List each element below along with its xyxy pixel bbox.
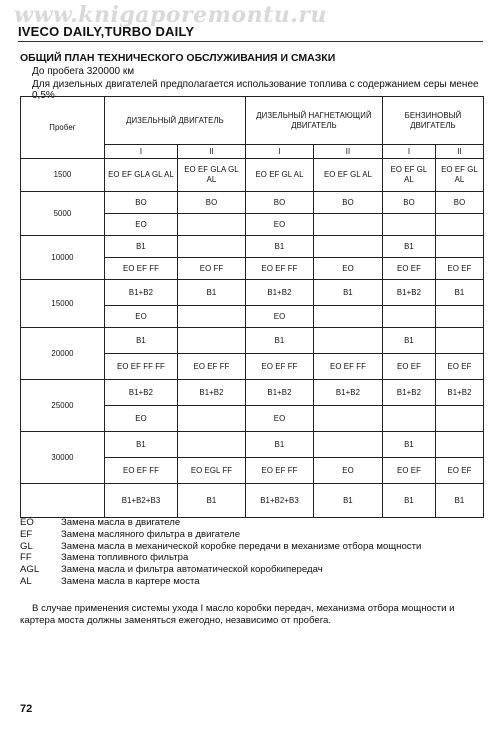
subtitle-mileage: До пробега 320000 км bbox=[32, 66, 135, 77]
table-cell bbox=[178, 328, 246, 354]
table-cell: EO bbox=[246, 406, 314, 432]
legend-code: EO bbox=[20, 517, 34, 528]
maintenance-table bbox=[20, 96, 484, 518]
table-cell bbox=[383, 214, 436, 236]
table-cell: B1+B2 bbox=[314, 380, 383, 406]
table-cell: B1+B2 bbox=[105, 380, 178, 406]
table-cell: EO EF GL AL bbox=[246, 159, 314, 192]
table-cell: EO EF FF bbox=[105, 458, 178, 484]
header-sub: II bbox=[314, 145, 383, 159]
table-cell: EO EF bbox=[436, 258, 484, 280]
legend-item bbox=[20, 552, 421, 564]
table-row bbox=[21, 159, 484, 192]
table-cell: B1+B2+B3 bbox=[105, 484, 178, 518]
table-cell bbox=[383, 406, 436, 432]
table-cell: EO EF GL AL bbox=[436, 159, 484, 192]
legend-item bbox=[20, 576, 421, 588]
table-cell: B1+B2+B3 bbox=[246, 484, 314, 518]
table-cell: B1+B2 bbox=[246, 380, 314, 406]
table-cell: EO EF GLA GL AL bbox=[105, 159, 178, 192]
table-cell: EO EF FF FF bbox=[105, 354, 178, 380]
header-group-petrol: БЕНЗИНОВЫЙ ДВИГАТЕЛЬ bbox=[383, 97, 484, 145]
table-row bbox=[21, 380, 484, 406]
legend-code: EF bbox=[20, 528, 33, 540]
subtitle-fuel-note: Для дизельных двигателей предполагается использование топлива с содержанием серы менее 0,5% bbox=[32, 79, 479, 101]
table-cell bbox=[314, 432, 383, 458]
table-cell bbox=[314, 328, 383, 354]
table-cell: B1+B2 bbox=[105, 280, 178, 306]
table-cell bbox=[314, 406, 383, 432]
table-row bbox=[21, 192, 484, 214]
watermark-text: www.knigaporemontu.ru bbox=[14, 2, 327, 28]
table-cell bbox=[178, 236, 246, 258]
table-cell: B1 bbox=[105, 432, 178, 458]
table-header-row bbox=[21, 97, 484, 145]
legend-text: Замена масла в двигателе bbox=[61, 517, 181, 528]
table-cell: BO bbox=[246, 192, 314, 214]
header-sub: I bbox=[383, 145, 436, 159]
table-cell: EO EF GL AL bbox=[383, 159, 436, 192]
mileage-cell: 30000 bbox=[21, 432, 105, 484]
legend bbox=[20, 517, 421, 588]
table-cell: EO EF bbox=[436, 458, 484, 484]
table-cell: B1 bbox=[383, 432, 436, 458]
mileage-cell: 25000 bbox=[21, 380, 105, 432]
table-cell bbox=[178, 306, 246, 328]
table-cell bbox=[436, 236, 484, 258]
table-cell: B1 bbox=[436, 280, 484, 306]
table-cell: EO EF bbox=[436, 354, 484, 380]
table-cell: EO FF bbox=[178, 258, 246, 280]
footnote: В случае применения системы ухода I масло коробки передач, механизма отбора мощности и картера моста должны заменяться ежегодно, независимо от пробега. bbox=[20, 603, 455, 626]
table-cell: EO EF FF bbox=[178, 354, 246, 380]
table-cell: B1 bbox=[436, 484, 484, 518]
table-cell: EO EF FF bbox=[314, 354, 383, 380]
table-cell: B1 bbox=[314, 280, 383, 306]
table-cell: EO EF GLA GL AL bbox=[178, 159, 246, 192]
legend-item bbox=[20, 564, 421, 576]
table-cell: B1+B2 bbox=[178, 380, 246, 406]
legend-text: Замена масла и фильтра автоматической коробкипередач bbox=[61, 564, 323, 576]
table-cell: EO bbox=[246, 306, 314, 328]
page-header: IVECO DAILY,TURBO DAILY bbox=[18, 24, 195, 39]
table-cell: B1 bbox=[246, 236, 314, 258]
header-rule bbox=[18, 41, 483, 42]
table-cell: EO bbox=[105, 306, 178, 328]
header-mileage: Пробег bbox=[21, 97, 105, 159]
table-cell: B1 bbox=[105, 236, 178, 258]
legend-item bbox=[20, 529, 421, 541]
table-cell bbox=[178, 406, 246, 432]
header-sub: II bbox=[178, 145, 246, 159]
table-row bbox=[21, 280, 484, 306]
table-row bbox=[21, 484, 484, 518]
table-cell: BO bbox=[178, 192, 246, 214]
table-cell bbox=[383, 306, 436, 328]
legend-code: FF bbox=[20, 552, 32, 564]
table-cell: B1 bbox=[246, 432, 314, 458]
section-title: ОБЩИЙ ПЛАН ТЕХНИЧЕСКОГО ОБСЛУЖИВАНИЯ И СМАЗКИ bbox=[20, 52, 336, 64]
table-cell: B1 bbox=[383, 484, 436, 518]
table-cell: BO bbox=[383, 192, 436, 214]
legend-text: Замена топливного фильтра bbox=[61, 552, 189, 564]
table-row bbox=[21, 236, 484, 258]
table-cell: B1+B2 bbox=[383, 280, 436, 306]
page-number: 72 bbox=[20, 703, 33, 715]
table-cell: B1+B2 bbox=[246, 280, 314, 306]
table-cell: B1 bbox=[383, 328, 436, 354]
table-cell: EO bbox=[105, 214, 178, 236]
table-cell bbox=[436, 328, 484, 354]
table-cell: BO bbox=[105, 192, 178, 214]
table-cell: EO EF FF bbox=[246, 258, 314, 280]
table-cell bbox=[178, 214, 246, 236]
table-cell bbox=[436, 432, 484, 458]
table-cell: BO bbox=[436, 192, 484, 214]
table-cell bbox=[436, 306, 484, 328]
table-cell: B1 bbox=[105, 328, 178, 354]
table-cell: EO EF bbox=[383, 458, 436, 484]
legend-text: Замена масла в механической коробке передачи в механизме отбора мощности bbox=[61, 540, 422, 552]
header-sub: I bbox=[246, 145, 314, 159]
table-cell: EO bbox=[314, 458, 383, 484]
legend-code: GL bbox=[20, 540, 33, 552]
table-cell: EO EF bbox=[383, 354, 436, 380]
legend-code: AL bbox=[20, 575, 32, 587]
table-cell bbox=[314, 306, 383, 328]
table-cell: B1 bbox=[383, 236, 436, 258]
mileage-cell: 5000 bbox=[21, 192, 105, 236]
table-cell: EO EF FF bbox=[246, 458, 314, 484]
mileage-cell: 15000 bbox=[21, 280, 105, 328]
table-cell: EO EGL FF bbox=[178, 458, 246, 484]
table-cell: BO bbox=[314, 192, 383, 214]
table-cell: B1+B2 bbox=[383, 380, 436, 406]
table-cell: EO EF FF bbox=[105, 258, 178, 280]
table-cell: EO EF bbox=[383, 258, 436, 280]
table-row bbox=[21, 328, 484, 354]
mileage-cell: 1500 bbox=[21, 159, 105, 192]
legend-text: Замена масла в картере моста bbox=[61, 575, 200, 587]
table-cell: EO EF GL AL bbox=[314, 159, 383, 192]
legend-text: Замена масляного фильтра в двигателе bbox=[61, 528, 241, 540]
legend-item bbox=[20, 517, 421, 529]
table-cell: B1 bbox=[314, 484, 383, 518]
header-sub: II bbox=[436, 145, 484, 159]
table-cell: EO bbox=[314, 258, 383, 280]
table-cell: B1 bbox=[246, 328, 314, 354]
table-cell: B1+B2 bbox=[436, 380, 484, 406]
table-cell: EO bbox=[105, 406, 178, 432]
legend-item bbox=[20, 541, 421, 553]
mileage-cell bbox=[21, 484, 105, 518]
table-row bbox=[21, 432, 484, 458]
mileage-cell: 20000 bbox=[21, 328, 105, 380]
table-cell bbox=[314, 236, 383, 258]
table-cell: EO EF FF bbox=[246, 354, 314, 380]
table-cell bbox=[178, 432, 246, 458]
table-cell: EO bbox=[246, 214, 314, 236]
header-sub: I bbox=[105, 145, 178, 159]
table-cell: B1 bbox=[178, 280, 246, 306]
header-group-diesel: ДИЗЕЛЬНЫЙ ДВИГАТЕЛЬ bbox=[105, 97, 246, 145]
legend-code: AGL bbox=[20, 564, 40, 576]
table-cell bbox=[436, 406, 484, 432]
mileage-cell: 10000 bbox=[21, 236, 105, 280]
table-cell bbox=[436, 214, 484, 236]
table-cell bbox=[314, 214, 383, 236]
table-cell: B1 bbox=[178, 484, 246, 518]
header-group-turbo-diesel: ДИЗЕЛЬНЫЙ НАГНЕТАЮЩИЙ ДВИГАТЕЛЬ bbox=[246, 97, 383, 145]
